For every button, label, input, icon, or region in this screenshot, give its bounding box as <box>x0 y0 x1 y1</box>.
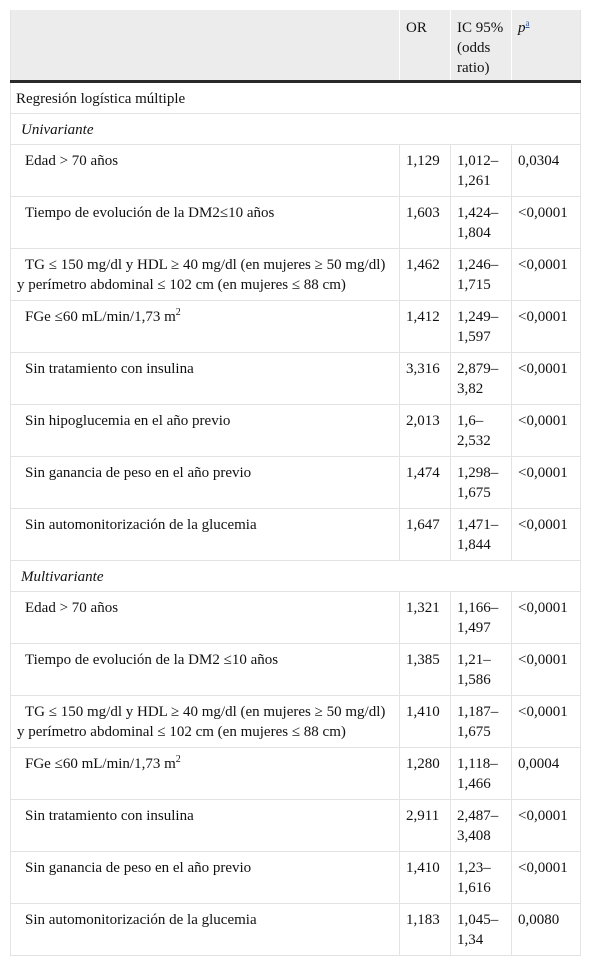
p-value-cell: <0,0001 <box>512 800 581 852</box>
row-label <box>11 592 400 644</box>
odds-ratio-cell: 2,013 <box>400 405 451 457</box>
p-value-cell: <0,0001 <box>512 592 581 644</box>
p-value-cell: <0,0001 <box>512 353 581 405</box>
table-row <box>11 405 581 457</box>
row-label <box>11 145 400 197</box>
table-row <box>11 904 581 956</box>
row-label <box>11 509 400 561</box>
p-value-cell: <0,0001 <box>512 197 581 249</box>
row-label <box>11 904 400 956</box>
p-value-cell: 0,0004 <box>512 748 581 800</box>
group-label: Univariante <box>11 114 581 145</box>
footnote-link-a[interactable]: a <box>525 18 530 28</box>
row-label-text: TG ≤ 150 mg/dl y HDL ≥ 40 mg/dl (en mujeres ≥ 50 mg/dl) y perímetro abdominal ≤ 102 cm (en mujeres ≤ 88 cm) <box>17 257 386 293</box>
p-value-cell: <0,0001 <box>512 457 581 509</box>
group-label: Multivariante <box>11 561 581 592</box>
section-title: Regresión logística múltiple <box>11 82 581 114</box>
group-header-row <box>11 114 581 145</box>
row-label <box>11 301 400 353</box>
confidence-interval-cell: 2,879–3,82 <box>451 353 512 405</box>
table-row <box>11 145 581 197</box>
confidence-interval-cell: 1,118–1,466 <box>451 748 512 800</box>
odds-ratio-cell: 1,385 <box>400 644 451 696</box>
confidence-interval-cell: 1,6–2,532 <box>451 405 512 457</box>
header-label-cell <box>11 10 400 82</box>
confidence-interval-cell: 1,249–1,597 <box>451 301 512 353</box>
row-label <box>11 696 400 748</box>
section-title-row <box>11 82 581 114</box>
row-label <box>11 457 400 509</box>
row-label <box>11 644 400 696</box>
header-p <box>512 10 581 82</box>
odds-ratio-cell: 3,316 <box>400 353 451 405</box>
odds-ratio-cell: 1,321 <box>400 592 451 644</box>
confidence-interval-cell: 1,045–1,34 <box>451 904 512 956</box>
row-label-superscript: 2 <box>175 307 181 318</box>
row-label <box>11 748 400 800</box>
table-row <box>11 592 581 644</box>
odds-ratio-cell: 1,183 <box>400 904 451 956</box>
table-row <box>11 249 581 301</box>
table-row <box>11 509 581 561</box>
row-label-text: Sin tratamiento con insulina <box>25 361 194 377</box>
row-label <box>11 405 400 457</box>
confidence-interval-cell: 2,487–3,408 <box>451 800 512 852</box>
table-row <box>11 301 581 353</box>
odds-ratio-cell: 1,412 <box>400 301 451 353</box>
p-value-cell: 0,0080 <box>512 904 581 956</box>
odds-ratio-cell: 1,647 <box>400 509 451 561</box>
p-value-cell: <0,0001 <box>512 696 581 748</box>
regression-table <box>10 10 581 956</box>
table-row <box>11 852 581 904</box>
table-row <box>11 800 581 852</box>
row-label <box>11 800 400 852</box>
confidence-interval-cell: 1,298–1,675 <box>451 457 512 509</box>
row-label-text: Edad > 70 años <box>25 600 119 616</box>
row-label-text: Tiempo de evolución de la DM2≤10 años <box>25 205 275 221</box>
odds-ratio-cell: 2,911 <box>400 800 451 852</box>
p-value-cell: <0,0001 <box>512 249 581 301</box>
row-label <box>11 197 400 249</box>
table-row <box>11 457 581 509</box>
row-label-text: Sin automonitorización de la glucemia <box>25 517 257 533</box>
row-label-superscript: 2 <box>175 754 181 765</box>
odds-ratio-cell: 1,410 <box>400 696 451 748</box>
row-label-text: Tiempo de evolución de la DM2 ≤10 años <box>25 652 279 668</box>
odds-ratio-cell: 1,129 <box>400 145 451 197</box>
confidence-interval-cell: 1,187–1,675 <box>451 696 512 748</box>
odds-ratio-cell: 1,603 <box>400 197 451 249</box>
p-value-cell: <0,0001 <box>512 405 581 457</box>
p-value-cell: <0,0001 <box>512 509 581 561</box>
row-label-text: Sin hipoglucemia en el año previo <box>25 413 231 429</box>
confidence-interval-cell: 1,246–1,715 <box>451 249 512 301</box>
confidence-interval-cell: 1,166–1,497 <box>451 592 512 644</box>
row-label-text: Sin tratamiento con insulina <box>25 808 194 824</box>
p-value-cell: <0,0001 <box>512 852 581 904</box>
p-value-cell: 0,0304 <box>512 145 581 197</box>
p-value-cell: <0,0001 <box>512 644 581 696</box>
confidence-interval-cell: 1,424–1,804 <box>451 197 512 249</box>
row-label <box>11 353 400 405</box>
row-label-text: Sin ganancia de peso en el año previo <box>25 860 252 876</box>
row-label-text: FGe ≤60 mL/min/1,73 m <box>25 309 176 325</box>
row-label-text: Sin ganancia de peso en el año previo <box>25 465 252 481</box>
odds-ratio-cell: 1,474 <box>400 457 451 509</box>
table-body <box>11 82 581 956</box>
table-row <box>11 644 581 696</box>
confidence-interval-cell: 1,012–1,261 <box>451 145 512 197</box>
confidence-interval-cell: 1,471–1,844 <box>451 509 512 561</box>
odds-ratio-cell: 1,410 <box>400 852 451 904</box>
odds-ratio-cell: 1,462 <box>400 249 451 301</box>
table-row <box>11 748 581 800</box>
header-p-label: p <box>518 20 526 36</box>
p-value-cell: <0,0001 <box>512 301 581 353</box>
group-header-row <box>11 561 581 592</box>
header-ic: IC 95% (odds ratio) <box>451 10 512 82</box>
header-or: OR <box>400 10 451 82</box>
odds-ratio-cell: 1,280 <box>400 748 451 800</box>
table-row <box>11 696 581 748</box>
table-row <box>11 197 581 249</box>
table-row <box>11 353 581 405</box>
confidence-interval-cell: 1,23–1,616 <box>451 852 512 904</box>
row-label-text: Sin automonitorización de la glucemia <box>25 912 257 928</box>
row-label <box>11 249 400 301</box>
row-label-text: Edad > 70 años <box>25 153 119 169</box>
row-label-text: FGe ≤60 mL/min/1,73 m <box>25 756 176 772</box>
confidence-interval-cell: 1,21–1,586 <box>451 644 512 696</box>
table-header <box>11 10 581 82</box>
row-label <box>11 852 400 904</box>
row-label-text: TG ≤ 150 mg/dl y HDL ≥ 40 mg/dl (en mujeres ≥ 50 mg/dl) y perímetro abdominal ≤ 102 cm (en mujeres ≤ 88 cm) <box>17 704 386 740</box>
